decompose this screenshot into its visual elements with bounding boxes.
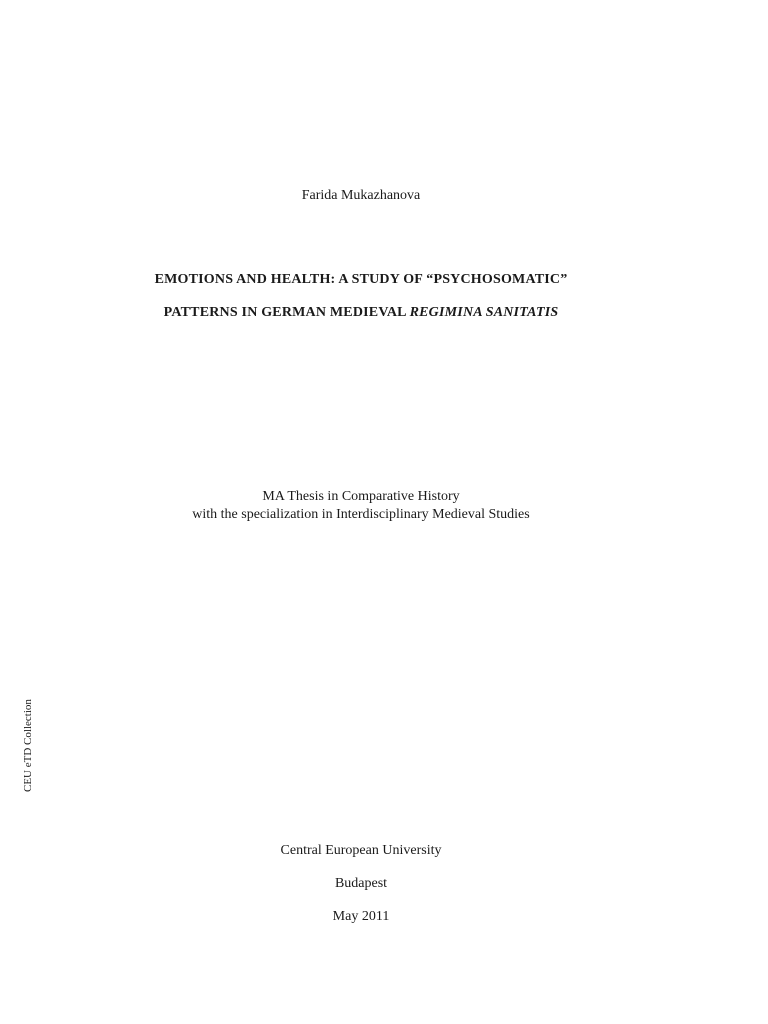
- author-name: Farida Mukazhanova: [301, 188, 421, 203]
- thesis-title-line-2: [0, 304, 722, 322]
- collection-stamp: CEU eTD Collection: [22, 699, 34, 792]
- city-name: Budapest: [334, 876, 388, 891]
- university-name: Central European University: [280, 843, 442, 858]
- submission-date: May 2011: [332, 909, 390, 924]
- thesis-title-line-1: EMOTIONS AND HEALTH: A STUDY OF “PSYCHOSOMATIC”: [154, 272, 568, 287]
- specialization-line: with the specialization in Interdisciplinary Medieval Studies: [192, 507, 530, 522]
- thesis-title-line-2-text: PATTERNS IN GERMAN MEDIEVAL: [163, 305, 410, 320]
- degree-line: MA Thesis in Comparative History: [262, 489, 460, 504]
- thesis-title-italic-term: REGIMINA SANITATIS: [409, 305, 559, 320]
